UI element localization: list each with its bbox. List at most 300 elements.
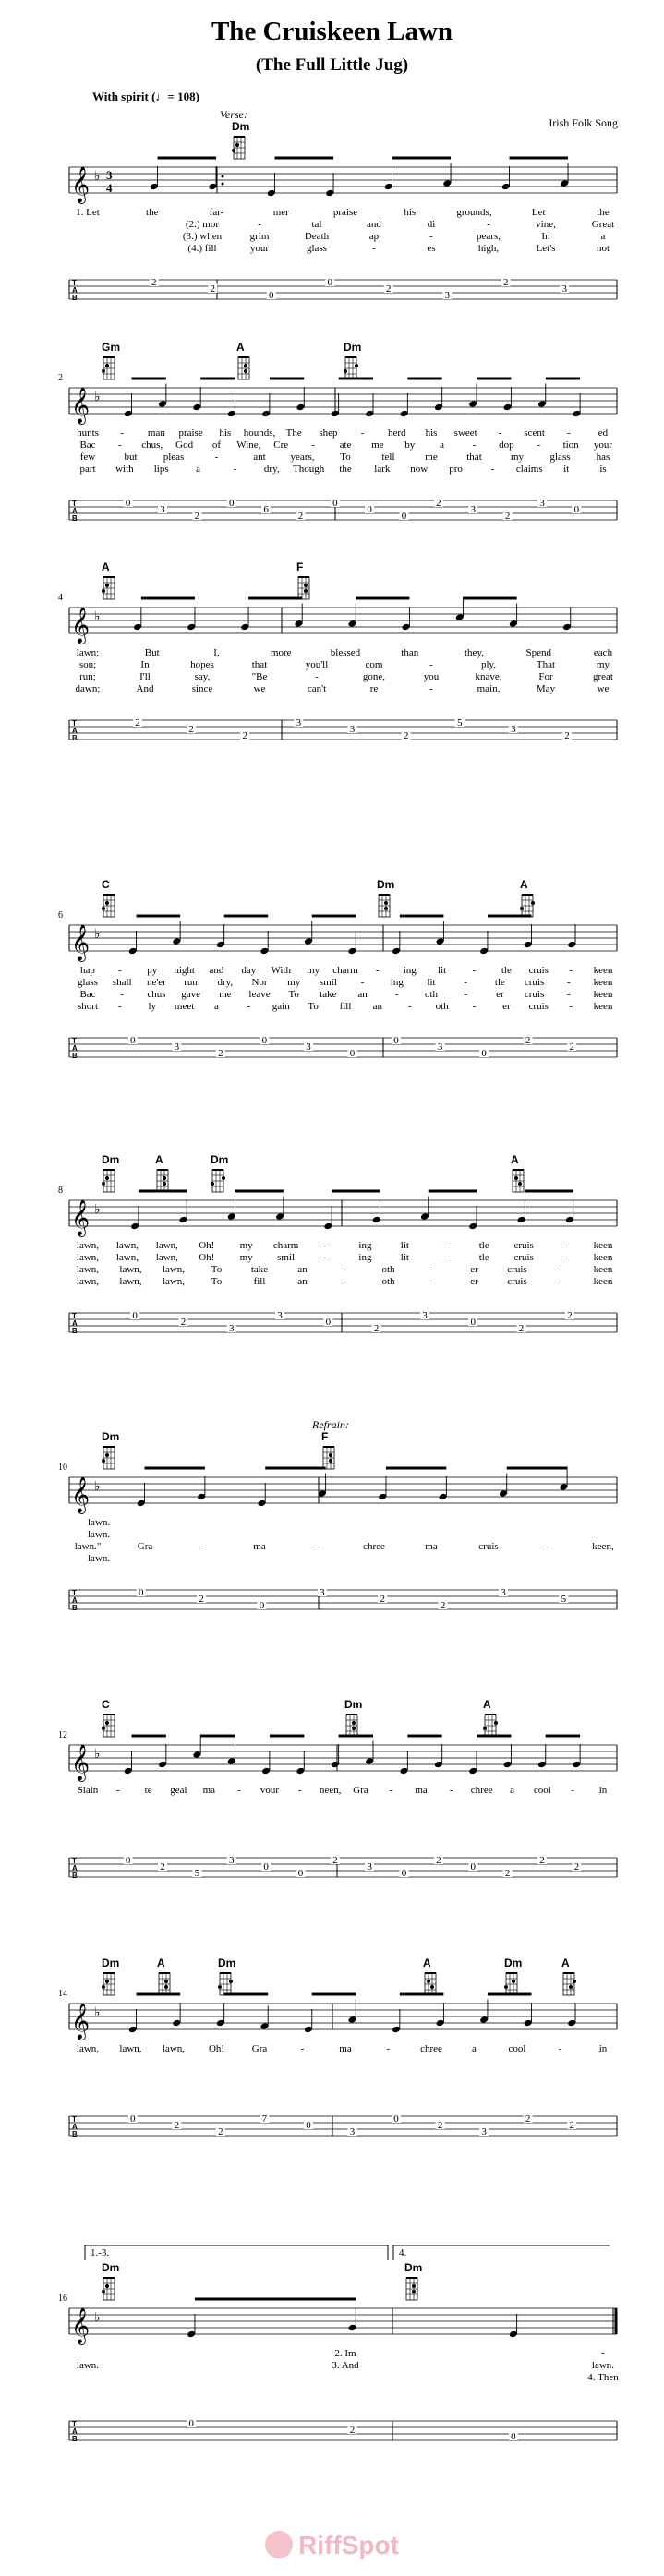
tab-fret-number: 0 [349, 1048, 356, 1059]
tab-fret-number: 2 [504, 511, 511, 522]
lyric-syllable: short [78, 1001, 98, 1012]
lyric-syllable: glass [549, 451, 571, 463]
lyric-syllable: than [401, 647, 419, 658]
lyric-syllable: my [239, 1252, 253, 1263]
chord-diagram-icon [102, 357, 115, 379]
lyric-syllable: can't [307, 683, 327, 694]
lyric-syllable: - [558, 1264, 562, 1275]
lyric-syllable: sweet [453, 427, 477, 439]
lyric-syllable: - [490, 463, 495, 475]
lyric-syllable: each [593, 647, 613, 658]
system-2 [58, 341, 617, 523]
lyric-syllable: take [320, 989, 337, 1000]
lyric-syllable: keen [593, 1276, 613, 1287]
lyric-syllable: gave [181, 989, 200, 1000]
flat-icon: ♭ [94, 2005, 101, 2020]
chord-diagram-icon [520, 895, 535, 917]
lyric-syllable: dawn; [75, 683, 101, 694]
chord-diagram-icon [102, 1973, 115, 1995]
lyric-syllable: ant [253, 451, 266, 463]
chord-diagram-icon [211, 1170, 225, 1192]
lyric-syllable: a [196, 463, 201, 475]
lyric-syllable: ly [148, 1001, 157, 1012]
lyric-syllable: that [466, 451, 482, 463]
lyric-syllable: To [340, 451, 351, 463]
lyric-syllable: dry, [263, 463, 280, 475]
lyric-syllable: To [211, 1264, 223, 1275]
lyric-syllable: Spend [525, 647, 551, 658]
treble-clef-icon: 𝄞 [71, 924, 91, 961]
lyric-syllable: - [498, 427, 502, 439]
lyric-syllable: - [429, 683, 433, 694]
tab-fret-number: 3 [296, 717, 302, 728]
lyric-syllable: 2. Im [334, 2348, 356, 2359]
tab-clef: T [72, 1857, 77, 1865]
tab-fret-number: 2 [437, 2120, 443, 2131]
lyric-syllable: hunts [77, 427, 99, 439]
chord-diagram-icon [425, 1973, 436, 1995]
tab-fret-number: 2 [210, 283, 215, 295]
lyric-syllable: - [118, 1001, 122, 1012]
treble-clef-icon: 𝄞 [71, 1199, 91, 1236]
measure-number: 10 [58, 1463, 67, 1473]
flat-icon: ♭ [94, 1479, 101, 1494]
lyric-syllable: Cre [273, 439, 289, 451]
chord-diagram-icon [102, 2278, 115, 2300]
lyric-syllable: Oh! [208, 2043, 225, 2054]
lyric-syllable: a [600, 231, 606, 242]
lyric-syllable: smil [319, 977, 337, 988]
tab-fret-number: 2 [569, 1041, 574, 1053]
lyric-syllable: run; [79, 671, 96, 682]
lyric-syllable: er [502, 1001, 511, 1012]
chord-name: A [236, 341, 245, 354]
lyric-syllable: Nor [251, 977, 268, 988]
lyric-syllable: lips [153, 463, 169, 475]
lyric-syllable: lawn. [88, 1529, 111, 1540]
lyric-syllable: hopes [190, 659, 214, 670]
tab-fret-number: 2 [218, 1048, 223, 1059]
tab-clef: B [72, 2130, 78, 2138]
lyric-syllable: cruis [528, 1001, 549, 1012]
lyric-syllable: vine, [536, 219, 556, 230]
tab-fret-number: 3 [511, 724, 516, 735]
chord-diagram-icon [218, 1973, 233, 1995]
lyric-syllable: man [147, 427, 165, 439]
lyric-syllable: - [386, 2043, 391, 2054]
lyric-syllable: Bac [79, 989, 96, 1000]
lyric-syllable: er [470, 1276, 478, 1287]
tab-fret-number: 3 [561, 283, 567, 295]
lyric-syllable: (2.) mor [185, 219, 220, 230]
chord-diagram-icon [159, 1973, 170, 1995]
lyric-syllable: more [270, 647, 292, 658]
lyric-syllable: son; [78, 659, 97, 670]
lyric-syllable: is [599, 463, 607, 475]
lyric-syllable: dop [499, 439, 514, 451]
lyric-syllable: To [211, 1276, 223, 1287]
lyric-syllable: fill [253, 1276, 266, 1287]
tab-fret-number: 3 [229, 1855, 235, 1866]
lyric-syllable: grounds, [456, 207, 492, 218]
lyric-syllable: oth [381, 1276, 395, 1287]
lyric-syllable: great [593, 671, 613, 682]
lyric-syllable: 1. Let [76, 207, 100, 218]
lyric-syllable: Great [591, 219, 615, 230]
tab-fret-number: 3 [501, 1587, 506, 1598]
chord-diagram-icon [483, 1715, 498, 1737]
measure-number: 2 [58, 373, 63, 383]
tab-fret-number: 2 [199, 1594, 204, 1605]
chord-name: Dm [218, 1956, 236, 1969]
flat-icon: ♭ [94, 1202, 101, 1217]
lyric-syllable: you [423, 671, 440, 682]
lyric-syllable: ma [339, 2043, 352, 2054]
lyric-syllable: - [247, 1001, 251, 1012]
lyric-syllable: - [537, 439, 541, 451]
lyric-syllable: lawn, [162, 2043, 186, 2054]
lyric-syllable: hounds, [243, 427, 276, 439]
tab-fret-number: 0 [401, 1868, 407, 1879]
flat-icon: ♭ [94, 2310, 101, 2325]
lyric-syllable: has [596, 451, 610, 463]
lyric-syllable: neen, [319, 1785, 342, 1796]
chord-name: C [102, 878, 110, 891]
lyric-syllable: tle [501, 965, 512, 976]
lyric-syllable: knave, [475, 671, 502, 682]
lyric-syllable: - [389, 1785, 393, 1796]
tab-fret-number: 0 [261, 1035, 268, 1046]
lyric-syllable: keen [593, 989, 613, 1000]
system-3 [58, 560, 617, 742]
lyric-syllable: herd [388, 427, 406, 439]
tab-fret-number: 0 [259, 1600, 265, 1611]
system-9 [58, 2245, 619, 2443]
lyric-syllable: And [136, 683, 154, 694]
tab-clef: A [72, 286, 78, 295]
tab-fret-number: 3 [539, 498, 545, 509]
chord-name: A [483, 1698, 491, 1711]
lyric-syllable: me [371, 439, 384, 451]
lyric-syllable: chree [363, 1541, 385, 1552]
tab-fret-number: 0 [263, 1861, 269, 1872]
tab-clef: B [72, 2435, 78, 2443]
lyric-syllable: but [124, 451, 138, 463]
lyric-syllable: fill [339, 1001, 352, 1012]
lyric-syllable: lawn, [162, 1276, 186, 1287]
tab-fret-number: 5 [194, 1868, 200, 1879]
tempo-value: = 108 [167, 90, 196, 103]
lyric-syllable: es [427, 243, 436, 254]
lyric-syllable: - [323, 1252, 328, 1263]
lyric-syllable: - [237, 1785, 241, 1796]
tab-fret-number: 0 [393, 1035, 399, 1046]
lyric-syllable: chree [470, 1785, 493, 1796]
system-7 [58, 1698, 617, 1880]
lyric-syllable: Slain [77, 1785, 99, 1796]
chord-name: A [157, 1956, 165, 1969]
lyric-syllable: charm [272, 1240, 299, 1251]
tab-clef: T [72, 2420, 77, 2428]
lyric-syllable: The [285, 427, 302, 439]
tab-clef: A [72, 1319, 78, 1328]
lyric-syllable: - [472, 1001, 477, 1012]
lyric-syllable: - [360, 427, 365, 439]
measure-number: 14 [58, 1989, 67, 1999]
lyric-syllable: glass [307, 243, 327, 254]
tab-fret-number: 2 [564, 730, 570, 741]
lyric-syllable: tion [562, 439, 579, 451]
tab-fret-number: 2 [403, 730, 409, 741]
tab-fret-number: 2 [518, 1323, 525, 1334]
tab-fret-number: 0 [470, 1861, 476, 1872]
lyric-syllable: re [369, 683, 379, 694]
chord-name: A [155, 1153, 163, 1166]
chord-diagram-icon [346, 1715, 357, 1737]
lyric-syllable: ing [390, 977, 404, 988]
lyric-syllable: keen [593, 1240, 613, 1251]
lyric-syllable: high, [477, 243, 500, 254]
lyric-syllable: your [249, 243, 270, 254]
lyric-syllable: vour [260, 1785, 280, 1796]
chord-diagram-icon [102, 1715, 115, 1737]
lyric-syllable: For [538, 671, 553, 682]
measure-number: 8 [58, 1186, 63, 1196]
tab-fret-number: 7 [261, 2113, 268, 2125]
chord-name: Dm [344, 1698, 363, 1711]
lyric-syllable: years, [290, 451, 315, 463]
lyric-syllable: (3.) when [182, 231, 223, 242]
lyric-syllable: ing [358, 1252, 372, 1263]
tab-fret-number: 2 [386, 283, 392, 295]
lyric-syllable: - [120, 427, 125, 439]
tempo-marking: With spirit (♩= 108) [92, 90, 199, 103]
tab-fret-number: 3 [367, 1861, 372, 1872]
tab-fret-number: 3 [277, 1310, 283, 1321]
lyric-syllable: a [440, 439, 445, 451]
tab-clef: B [72, 514, 78, 523]
tab-clef: T [72, 1037, 77, 1045]
measure-number: 4 [58, 593, 63, 603]
lyric-syllable: we [253, 683, 266, 694]
lyric-syllable: lark [374, 463, 391, 475]
lyric-syllable: - [558, 1276, 562, 1287]
lyric-syllable: claims [515, 463, 543, 475]
tab-fret-number: 2 [573, 1861, 580, 1872]
lyric-syllable: com [365, 659, 383, 670]
lyric-syllable: lawn. [88, 1553, 111, 1564]
lyric-syllable: praise [178, 427, 203, 439]
tab-fret-number: 3 [174, 1041, 180, 1053]
lyric-syllable: keen, [592, 1541, 614, 1552]
tab-fret-number: 0 [573, 504, 580, 515]
lyric-syllable: keen [593, 977, 613, 988]
lyric-syllable: - [323, 1240, 328, 1251]
lyric-syllable: di [427, 219, 436, 230]
lyric-syllable: lawn, [115, 1252, 139, 1263]
lyric-syllable: the [146, 207, 159, 218]
tab-fret-number: 0 [130, 2113, 136, 2125]
tab-fret-number: 0 [393, 2113, 399, 2125]
time-signature: 3 [106, 168, 113, 182]
lyric-syllable: - [566, 989, 571, 1000]
lyric-syllable: tle [494, 977, 505, 988]
lyric-syllable: I'll [139, 671, 151, 682]
lyric-syllable: cruis [507, 1276, 527, 1287]
lyric-syllable: ap [368, 231, 380, 242]
lyric-syllable: lit [400, 1252, 409, 1263]
lyric-syllable: - [360, 977, 365, 988]
lyric-syllable: cool [508, 2043, 526, 2054]
tab-clef: T [72, 719, 77, 728]
lyric-syllable: - [561, 1252, 565, 1263]
tab-fret-number: 0 [511, 2431, 516, 2442]
lyric-syllable: - [115, 1785, 120, 1796]
chord-name: Dm [102, 2261, 120, 2274]
chord-diagram-icon [513, 1170, 524, 1192]
lyric-syllable: - [487, 219, 490, 230]
treble-clef-icon: 𝄞 [71, 2003, 91, 2040]
lyric-syllable: - [297, 1785, 302, 1796]
lyric-syllable: cruis [478, 1541, 499, 1552]
lyric-syllable: my [307, 965, 320, 976]
measure-number: 6 [58, 910, 63, 921]
chord-name: A [423, 1956, 431, 1969]
tab-fret-number: 2 [151, 277, 157, 288]
chord-diagram-icon [102, 577, 115, 599]
lyric-syllable: lawn. [88, 1517, 111, 1528]
lyric-syllable: - [258, 219, 261, 230]
riffspot-logo [0, 2531, 664, 2561]
lyric-syllable: pro [449, 463, 463, 475]
tab-clef: T [72, 1589, 77, 1597]
lyric-syllable: an [357, 989, 368, 1000]
tab-fret-number: 2 [160, 1861, 165, 1872]
tab-fret-number: 0 [327, 277, 332, 288]
lyric-syllable: cruis [507, 1264, 527, 1275]
chord-name: F [321, 1430, 329, 1443]
lyric-syllable: chus, [141, 439, 163, 451]
lyric-syllable: chus [147, 989, 166, 1000]
lyric-syllable: That [536, 659, 556, 670]
lyric-syllable: lawn, [76, 1264, 100, 1275]
lyric-syllable: ing [403, 965, 417, 976]
lyric-syllable: - [376, 965, 380, 976]
lyric-syllable: - [200, 1541, 204, 1552]
tab-fret-number: 0 [297, 1868, 304, 1879]
tab-clef: A [72, 1864, 78, 1872]
lyric-syllable: keen [593, 1252, 613, 1263]
lyric-syllable: Bac [79, 439, 96, 451]
lyric-syllable: keen [593, 1264, 613, 1275]
lyric-syllable: - [118, 439, 122, 451]
tab-fret-number: 0 [481, 1048, 487, 1059]
quarter-note-icon: ♩ [155, 90, 168, 103]
lyric-syllable: py [147, 965, 158, 976]
lyric-syllable: - [344, 1276, 347, 1287]
lyric-syllable: I, [213, 647, 220, 658]
lyric-syllable: say, [194, 671, 211, 682]
lyric-syllable: meet [174, 1001, 195, 1012]
tab-fret-number: 2 [503, 277, 509, 288]
chord-name: Dm [377, 878, 395, 891]
treble-clef-icon: 𝄞 [71, 607, 91, 644]
chord-name: A [520, 878, 528, 891]
lyric-syllable: lawn, [162, 1264, 186, 1275]
lyric-syllable: lawn, [119, 1276, 142, 1287]
tab-fret-number: 2 [569, 2120, 574, 2131]
chord-diagram-icon [102, 1170, 115, 1192]
chord-name: A [511, 1153, 519, 1166]
tab-clef: B [72, 734, 78, 742]
lyric-syllable: - [571, 1785, 575, 1796]
lyric-syllable: by [404, 439, 416, 451]
lyric-syllable: - [429, 1264, 433, 1275]
repeat-dot [222, 183, 224, 186]
lyric-syllable: tal [311, 219, 322, 230]
lyric-syllable: cruis [524, 977, 545, 988]
repeat-dot [222, 175, 224, 178]
lyric-syllable: cruis [524, 989, 545, 1000]
lyric-syllable: - [464, 989, 468, 1000]
lyric-syllable: lawn, [76, 1276, 100, 1287]
lyric-syllable: - [311, 439, 315, 451]
page-title: The Cruiskeen Lawn [211, 17, 453, 46]
lyric-syllable: my [239, 1240, 253, 1251]
lyric-syllable: - [569, 1001, 573, 1012]
lyric-syllable: lawn; [76, 647, 100, 658]
lyric-syllable: an [297, 1276, 308, 1287]
chord-diagram-icon [102, 1447, 115, 1469]
tab-fret-number: 2 [174, 2120, 180, 2131]
chord-diagram-icon [504, 1973, 517, 1995]
chord-diagram-icon [563, 1973, 576, 1995]
chord-name: A [561, 1956, 570, 1969]
lyric-syllable: mer [272, 207, 289, 218]
tab-fret-number: 3 [422, 1310, 428, 1321]
lyric-syllable: In [140, 659, 150, 670]
lyric-syllable: lawn. [76, 2360, 100, 2371]
tab-fret-number: 2 [349, 2425, 356, 2436]
chord-name: C [102, 1698, 110, 1711]
lyric-syllable: - [566, 977, 571, 988]
lyric-syllable: Let [531, 207, 546, 218]
lyric-syllable: hap [80, 965, 95, 976]
lyric-syllable: night [174, 965, 195, 976]
lyric-syllable: "Be [251, 671, 268, 682]
lyric-syllable: lawn, [76, 2043, 100, 2054]
lyric-syllable: keen [593, 1001, 613, 1012]
tab-clef: A [72, 1596, 78, 1605]
lyric-syllable: far- [209, 207, 224, 218]
lyric-syllable: scent [524, 427, 545, 439]
lyric-syllable: With [271, 965, 292, 976]
tab-clef: A [72, 727, 78, 735]
lyric-syllable: - [407, 1001, 412, 1012]
treble-clef-icon: 𝄞 [71, 1744, 91, 1781]
tab-fret-number: 3 [437, 1041, 443, 1053]
lyric-syllable: ply, [480, 659, 497, 670]
chord-name: Dm [102, 1956, 120, 1969]
system-8 [58, 1956, 617, 2138]
lyric-syllable: shep [319, 427, 338, 439]
chord-diagram-icon [238, 357, 249, 379]
tab-fret-number: 3 [160, 504, 165, 515]
lyric-syllable: shall [112, 977, 132, 988]
lyric-syllable: Let's [536, 243, 556, 254]
lyric-syllable: - [472, 439, 477, 451]
lyric-syllable: that [251, 659, 268, 670]
